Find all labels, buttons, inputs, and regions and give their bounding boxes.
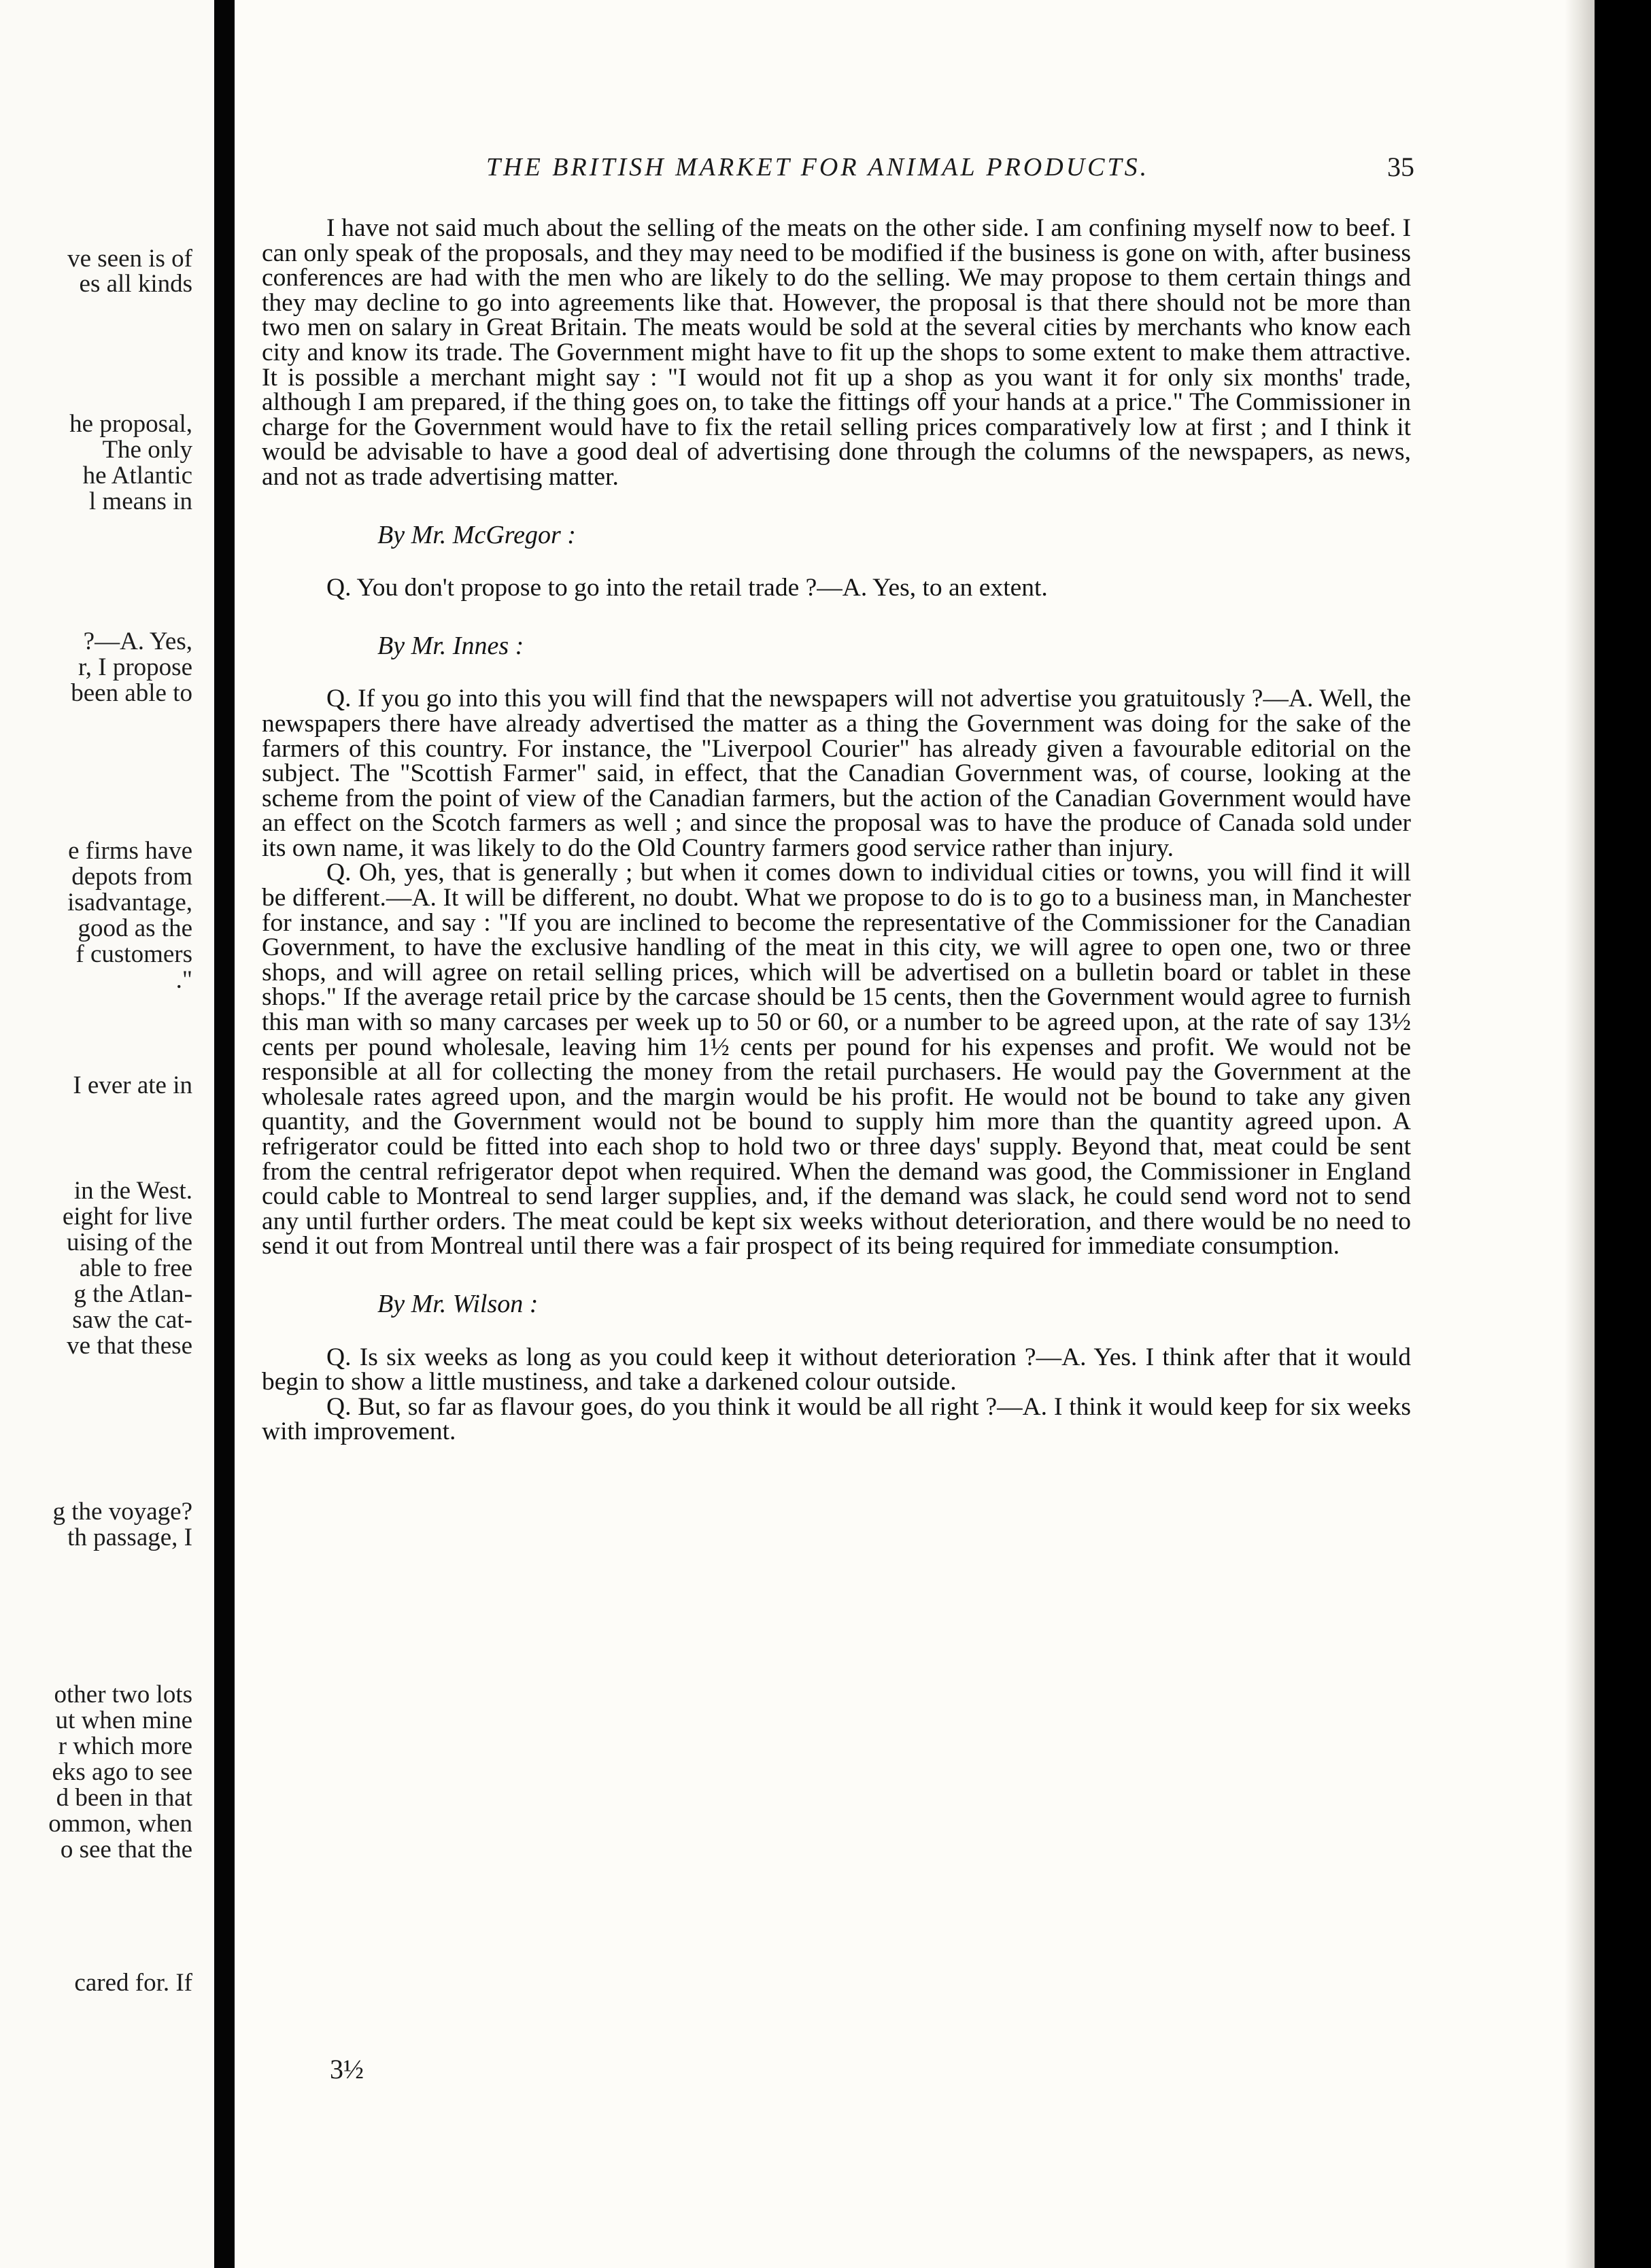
left-line-fragment: ve that these	[67, 1332, 192, 1360]
signature-mark: 3½	[330, 2054, 364, 2084]
left-line-fragment: ?—A. Yes,	[83, 628, 192, 655]
left-line-fragment: other two lots	[54, 1681, 192, 1708]
left-line-fragment: been able to	[71, 679, 192, 707]
left-line-fragment: cared for. If	[74, 1969, 192, 1997]
left-line-fragment: d been in that	[56, 1784, 192, 1812]
qa-line: Q. You don't propose to go into the retail trade ?—A. Yes, to an extent.	[326, 574, 1048, 602]
left-line-fragment: able to free	[79, 1254, 192, 1282]
left-line-fragment: he Atlantic	[82, 462, 192, 489]
left-line-fragment: uising of the	[67, 1228, 192, 1256]
body-paragraph: Q. If you go into this you will find that the newspapers will not advertise you gratuitously ?—A. Well, the newspapers there have already advertised the matter as a thing the Government was doing for the sake of the farmers of this country. For instance, the "Liverpool Courier" has already given a favourable editorial on the subject. The "Scottish Farmer" said, in effect, that the Canadian Government was, of course, looking at the scheme from the point of view of the Canadian farmers, but the action of the Canadian Government would have an effect on the Scotch farmers as well ; and since the proposal was to have the produce of Canada sold under its own name, it was likely to do the Old Country farmers good service rather than injury.	[262, 685, 1411, 862]
left-line-fragment: th passage, I	[67, 1524, 192, 1551]
left-line-fragment: ommon, when	[48, 1810, 192, 1838]
left-line-fragment: I ever ate in	[73, 1071, 192, 1099]
left-line-fragment: g the Atlan-	[73, 1280, 192, 1308]
running-head: THE BRITISH MARKET FOR ANIMAL PRODUCTS.	[486, 153, 1150, 182]
right-page	[235, 0, 1595, 2268]
left-line-fragment: f customers	[75, 940, 192, 968]
speaker-heading: By Mr. McGregor :	[377, 520, 576, 549]
left-line-fragment: saw the cat-	[72, 1306, 192, 1334]
left-line-fragment: he proposal,	[69, 410, 192, 438]
body-paragraph: Q. Is six weeks as long as you could keep it without deterioration ?—A. Yes. I think after that it would begin to show a little mustiness, and take a darkened colour outside.	[262, 1343, 1411, 1396]
left-line-fragment: eks ago to see	[52, 1758, 192, 1786]
left-line-fragment: ve seen is of	[67, 245, 192, 273]
left-line-fragment: es all kinds	[79, 270, 192, 298]
left-line-fragment: o see that the	[60, 1836, 192, 1863]
left-line-fragment: g the voyage?	[52, 1498, 192, 1526]
left-line-fragment: good as the	[78, 914, 192, 942]
body-paragraph: Q. Oh, yes, that is generally ; but when it comes down to individual cities or towns, you will find it will be different.—A. It will be different, no doubt. What we propose to do is to go to a business man, in Manchester for instance, and say : "If you are inclined to become the representative of the Commissioner for the Canadian Government, to have the exclusive handling of the meat in this city, we will agree to open one, two or three shops, and will agree on retail selling prices, which will be advertised on a bulletin board or tablet in these shops." If the average retail price by the carcase should be 15 cents, then the Government would agree to furnish this man with so many carcases per week up to 50 or 60, or a number to be agreed upon, at the rate of say 13½ cents per pound wholesale, leaving him 1½ cents per pound for his expenses and profit. We would not be responsible at all for collecting the money from the retail purchasers. He would pay the Government at the wholesale rates agreed upon, and the margin would be his profit. He would not be bound to take any given quantity, and the Government would not be bound to supply him more than the quantity agreed upon. A refrigerator could be fitted into each shop to hold two or three days' supply. Beyond that, meat could be sent from the central refrigerator depot when required. When the demand was good, the Commissioner in England could cable to Montreal to send larger supplies, and, if the demand was slack, he could send word not to send any until further orders. The meat could be kept six weeks without deterioration, and there would be no need to send it out from Montreal until there was a fair prospect of its being required for immediate consumption.	[262, 859, 1411, 1260]
book-gutter	[214, 0, 235, 2268]
left-line-fragment: ."	[175, 966, 192, 994]
left-line-fragment: e firms have	[68, 837, 192, 865]
left-line-fragment: in the West.	[73, 1177, 192, 1205]
left-line-fragment: isadvantage,	[67, 889, 192, 916]
left-line-fragment: l means in	[88, 487, 192, 515]
left-facing-page	[0, 0, 214, 2268]
page-number: 35	[1387, 152, 1414, 182]
left-line-fragment: eight for live	[62, 1203, 192, 1231]
speaker-heading: By Mr. Wilson :	[377, 1289, 539, 1318]
left-line-fragment: ut when mine	[55, 1706, 192, 1734]
left-line-fragment: r, I propose	[78, 653, 192, 681]
left-line-fragment: depots from	[71, 863, 192, 891]
body-paragraph: I have not said much about the selling of the meats on the other side. I am confining myself now to beef. I can only speak of the proposals, and they may need to be modified if the business is gone on with, after business conferences are had with the men who are likely to do the selling. We may propose to them certain things and they may decline to go into agreements like that. However, the proposal is that there should not be more than two men on salary in Great Britain. The meats would be sold at the several cities by merchants who know each city and know its trade. The Government might have to fit up the shops to some extent to make them attractive. It is possible a merchant might say : "I would not fit up a shop as you want it for only six months' trade, although I am prepared, if the thing goes on, to take the fittings off your hands at a price." The Commissioner in charge for the Government would have to fix the retail selling prices comparatively low at first ; and I think it would be advisable to have a good deal of advertising done through the columns of the newspapers, as news, and not as trade advertising matter.	[262, 214, 1411, 491]
page-edge-shadow	[1565, 0, 1595, 2268]
left-line-fragment: r which more	[58, 1732, 192, 1760]
speaker-heading: By Mr. Innes :	[377, 631, 524, 660]
left-line-fragment: The only	[102, 436, 192, 464]
body-paragraph: Q. But, so far as flavour goes, do you think it would be all right ?—A. I think it would keep for six weeks with improvement.	[262, 1392, 1411, 1446]
page-body-text	[262, 216, 1411, 1445]
